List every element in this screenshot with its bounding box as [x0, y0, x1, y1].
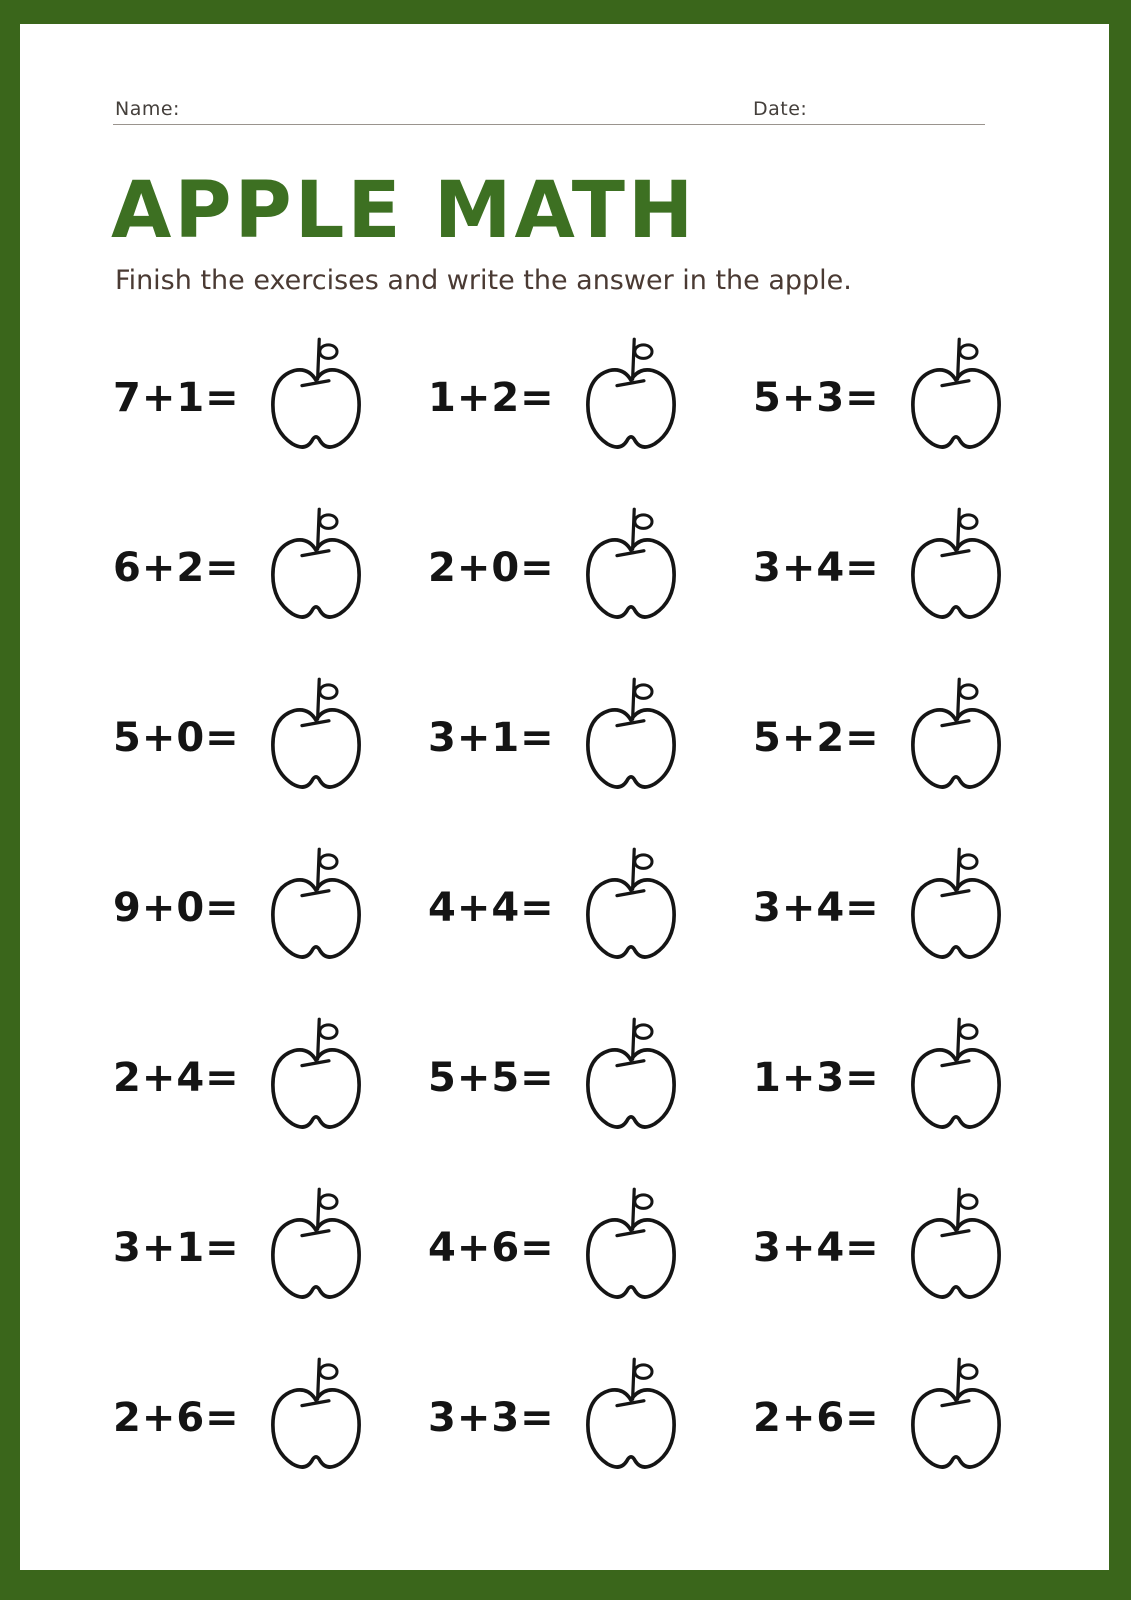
- apple-outline-svg: [262, 506, 370, 630]
- problem-text: 1+2=: [428, 374, 555, 421]
- problem-text: 5+3=: [753, 374, 880, 421]
- apple-outline-icon: [902, 846, 1010, 970]
- apple-outline-icon: [262, 336, 370, 460]
- apple-outline-icon: [262, 506, 370, 630]
- problem-cell: [113, 842, 428, 1012]
- apple-outline-icon: [262, 1186, 370, 1310]
- apple-outline-svg: [902, 506, 1010, 630]
- apple-outline-icon: [577, 1186, 685, 1310]
- apple-outline-svg: [577, 846, 685, 970]
- apple-outline-icon: [902, 676, 1010, 800]
- problem-text: 9+0=: [113, 884, 240, 931]
- problem-cell: [428, 332, 753, 502]
- apple-outline-icon: [902, 336, 1010, 460]
- problem-cell: [113, 332, 428, 502]
- problem-cell: [113, 672, 428, 842]
- answer-area: [913, 880, 999, 957]
- problem-cell: [113, 1012, 428, 1182]
- apple-outline-icon: [902, 1016, 1010, 1140]
- answer-area: [588, 1050, 674, 1127]
- page-title: APPLE MATH: [111, 166, 697, 256]
- apple-outline-icon: [902, 506, 1010, 630]
- date-label: Date:: [753, 98, 808, 120]
- name-date-row: [113, 96, 985, 125]
- answer-area: [913, 1220, 999, 1297]
- name-label: Name:: [115, 98, 180, 120]
- problem-text: 2+0=: [428, 544, 555, 591]
- answer-area: [273, 710, 359, 787]
- apple-outline-icon: [577, 1356, 685, 1480]
- answer-area: [588, 540, 674, 617]
- answer-area: [913, 1050, 999, 1127]
- apple-outline-icon: [577, 506, 685, 630]
- apple-outline-svg: [577, 1186, 685, 1310]
- apple-outline-icon: [262, 846, 370, 970]
- answer-area: [273, 1220, 359, 1297]
- problem-cell: [428, 1012, 753, 1182]
- problem-text: 2+4=: [113, 1054, 240, 1101]
- answer-area: [273, 370, 359, 447]
- problem-cell: [753, 1352, 1059, 1522]
- problem-cell: [113, 1352, 428, 1522]
- apple-outline-svg: [902, 1016, 1010, 1140]
- apple-outline-svg: [262, 1016, 370, 1140]
- answer-area: [588, 880, 674, 957]
- apple-outline-svg: [902, 1356, 1010, 1480]
- answer-area: [588, 710, 674, 787]
- answer-area: [588, 370, 674, 447]
- problem-text: 4+4=: [428, 884, 555, 931]
- problem-text: 3+4=: [753, 544, 880, 591]
- problem-text: 2+6=: [113, 1394, 240, 1441]
- problem-text: 1+3=: [753, 1054, 880, 1101]
- problem-cell: [753, 1012, 1059, 1182]
- answer-area: [273, 540, 359, 617]
- problem-cell: [428, 1182, 753, 1352]
- apple-outline-svg: [262, 336, 370, 460]
- apple-outline-svg: [577, 336, 685, 460]
- apple-outline-svg: [902, 336, 1010, 460]
- problems-grid: [113, 332, 1043, 1522]
- apple-outline-icon: [262, 676, 370, 800]
- answer-area: [588, 1390, 674, 1467]
- apple-outline-svg: [262, 846, 370, 970]
- apple-outline-icon: [902, 1356, 1010, 1480]
- problem-cell: [428, 842, 753, 1012]
- apple-outline-icon: [577, 676, 685, 800]
- problem-cell: [753, 672, 1059, 842]
- problem-text: 3+1=: [428, 714, 555, 761]
- instructions: Finish the exercises and write the answer in the apple.: [115, 264, 852, 296]
- problem-cell: [428, 672, 753, 842]
- apple-outline-svg: [902, 846, 1010, 970]
- problem-text: 3+4=: [753, 1224, 880, 1271]
- apple-outline-svg: [262, 1356, 370, 1480]
- apple-outline-icon: [262, 1356, 370, 1480]
- problem-cell: [428, 1352, 753, 1522]
- problem-cell: [753, 842, 1059, 1012]
- apple-outline-svg: [577, 1356, 685, 1480]
- answer-area: [913, 540, 999, 617]
- problem-text: 5+5=: [428, 1054, 555, 1101]
- problem-cell: [113, 502, 428, 672]
- problem-text: 3+3=: [428, 1394, 555, 1441]
- problem-text: 4+6=: [428, 1224, 555, 1271]
- apple-outline-svg: [577, 676, 685, 800]
- apple-outline-icon: [577, 336, 685, 460]
- problem-cell: [753, 1182, 1059, 1352]
- problem-text: 5+0=: [113, 714, 240, 761]
- answer-area: [273, 880, 359, 957]
- problem-text: 7+1=: [113, 374, 240, 421]
- apple-outline-svg: [262, 676, 370, 800]
- apple-outline-icon: [902, 1186, 1010, 1310]
- problem-text: 6+2=: [113, 544, 240, 591]
- answer-area: [913, 1390, 999, 1467]
- apple-outline-icon: [262, 1016, 370, 1140]
- problem-cell: [753, 332, 1059, 502]
- problem-text: 2+6=: [753, 1394, 880, 1441]
- apple-outline-icon: [577, 1016, 685, 1140]
- apple-outline-svg: [902, 1186, 1010, 1310]
- problem-cell: [428, 502, 753, 672]
- apple-outline-icon: [577, 846, 685, 970]
- answer-area: [273, 1050, 359, 1127]
- problem-cell: [113, 1182, 428, 1352]
- answer-area: [913, 370, 999, 447]
- problem-text: 3+4=: [753, 884, 880, 931]
- problem-text: 3+1=: [113, 1224, 240, 1271]
- apple-outline-svg: [577, 1016, 685, 1140]
- problem-text: 5+2=: [753, 714, 880, 761]
- apple-outline-svg: [577, 506, 685, 630]
- apple-outline-svg: [262, 1186, 370, 1310]
- answer-area: [913, 710, 999, 787]
- answer-area: [588, 1220, 674, 1297]
- apple-outline-svg: [902, 676, 1010, 800]
- problem-cell: [753, 502, 1059, 672]
- answer-area: [273, 1390, 359, 1467]
